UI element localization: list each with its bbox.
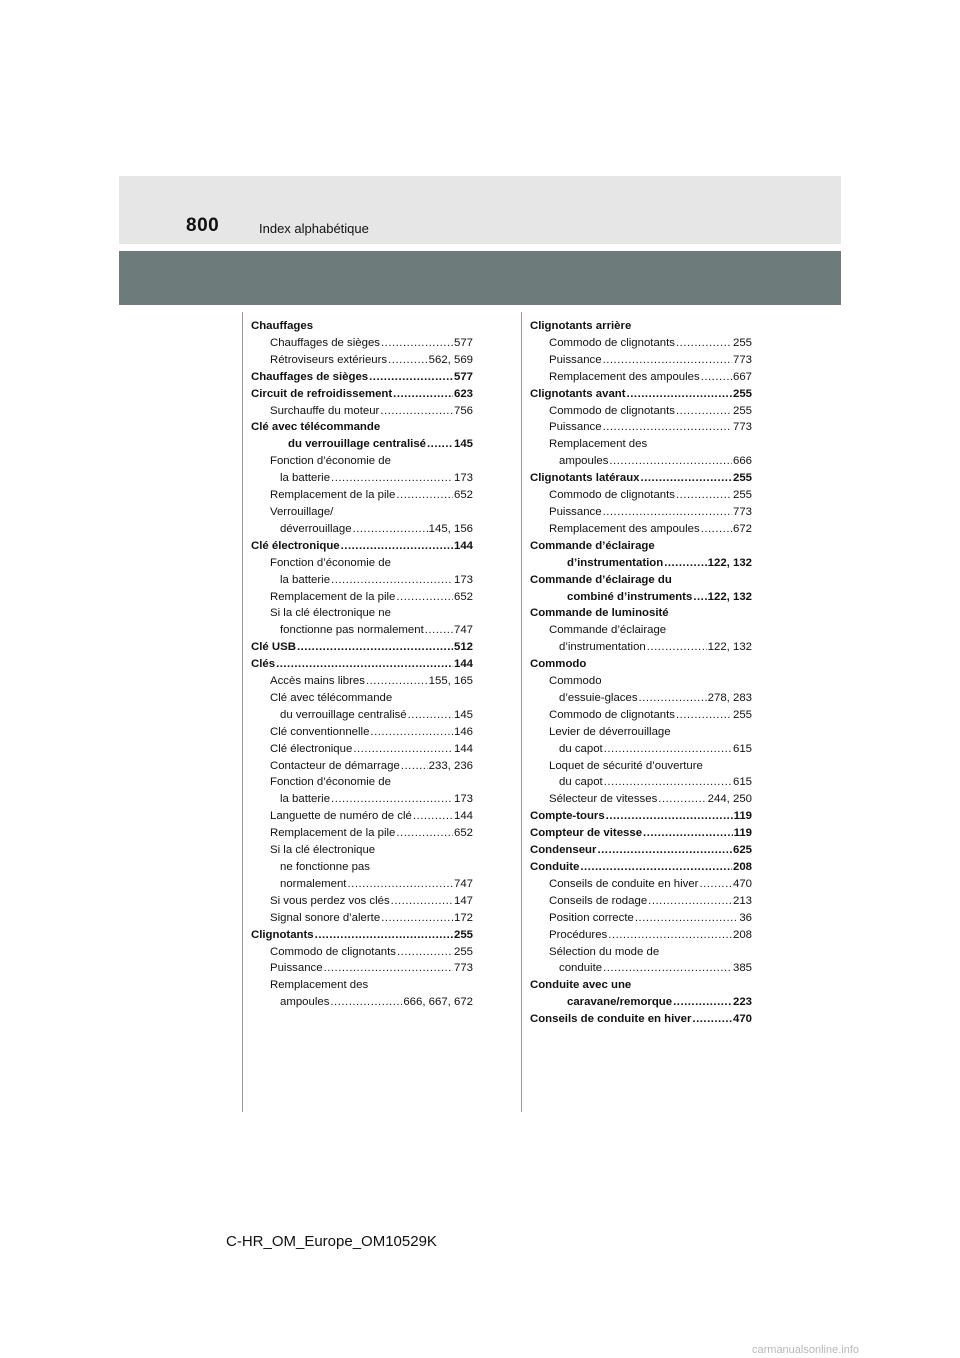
entry-text: Chauffages de sièges (270, 336, 380, 349)
index-entry (530, 825, 752, 842)
entry-text: Commande d’éclairage du (530, 573, 672, 586)
entry-text: Chauffages (251, 320, 314, 332)
index-subentry (251, 893, 473, 910)
entry-text: caravane/remorque (567, 996, 673, 1009)
dot-leader (603, 504, 732, 521)
dot-leader (396, 825, 453, 842)
index-subentry (251, 555, 473, 572)
dot-leader (603, 352, 732, 369)
index-subentry (251, 690, 473, 707)
dot-leader (603, 419, 732, 436)
dot-leader (692, 1011, 732, 1028)
entry-text: fonctionne pas normalement (280, 624, 424, 637)
index-entry (530, 859, 752, 876)
page-reference: 255 (732, 472, 752, 485)
entry-text: Position correcte (549, 911, 634, 924)
entry-text: conduite (559, 962, 603, 975)
entry-text: Si vous perdez vos clés (270, 894, 390, 907)
entry-text: Clé USB (251, 641, 296, 654)
document-code: C-HR_OM_Europe_OM10529K (226, 1233, 437, 1250)
entry-text: du capot (559, 742, 603, 755)
dot-leader (331, 470, 453, 487)
entry-text: Conduite avec une (530, 979, 632, 992)
dot-leader (353, 741, 453, 758)
entry-text: ampoules (559, 455, 609, 468)
index-subentry (251, 774, 473, 791)
index-subentry (251, 724, 473, 741)
index-entry (251, 927, 473, 944)
dot-leader (381, 910, 453, 927)
page-reference: 233, 236 (428, 759, 473, 772)
entry-text: Condenseur (530, 844, 597, 857)
index-entry (530, 538, 752, 555)
index-entry (251, 318, 473, 335)
dot-leader (388, 352, 428, 369)
dot-leader (676, 403, 732, 420)
dot-leader (676, 487, 732, 504)
entry-text: Contacteur de démarrage (270, 759, 400, 772)
entry-text: Conseils de rodage (549, 894, 648, 907)
entry-text: Commande de luminosité (530, 607, 669, 620)
page-reference: 652 (453, 590, 473, 603)
dot-leader (369, 369, 453, 386)
index-subentry (251, 859, 473, 876)
page-reference: 255 (453, 945, 473, 958)
dot-leader (658, 791, 706, 808)
index-entry (251, 419, 473, 436)
page-reference: 470 (732, 1013, 752, 1026)
entry-text: Procédures (549, 928, 608, 941)
page-reference: 173 (453, 793, 473, 806)
page-reference: 147 (453, 894, 473, 907)
dot-leader (330, 994, 402, 1011)
entry-text: Clé électronique (251, 539, 340, 552)
page-reference: 173 (453, 472, 473, 485)
dot-leader (397, 944, 453, 961)
index-subentry (251, 707, 473, 724)
entry-text: la batterie (280, 793, 331, 806)
section-title: Index alphabétique (259, 221, 369, 236)
entry-text: Clés (251, 658, 276, 671)
column-divider-middle (521, 312, 522, 1112)
index-entry (530, 605, 752, 622)
index-entry (530, 386, 752, 403)
index-subentry (530, 369, 752, 386)
entry-text: Clignotants arrière (530, 320, 632, 332)
entry-text: Commande d’éclairage (530, 539, 655, 552)
page-reference: 255 (732, 708, 752, 721)
entry-text: Signal sonore d’alerte (270, 911, 381, 924)
index-subentry (251, 352, 473, 369)
page-reference: 623 (453, 387, 473, 400)
dot-leader (297, 639, 453, 656)
page-reference: 208 (732, 861, 752, 873)
dot-leader (425, 622, 453, 639)
page-reference: 255 (732, 404, 752, 417)
index-subentry (251, 910, 473, 927)
dot-leader (604, 741, 732, 758)
page-reference: 145 (453, 708, 473, 721)
page-reference: 756 (453, 404, 473, 417)
page-reference: 146 (453, 725, 473, 738)
page-reference: 652 (453, 489, 473, 502)
page-reference: 666 (732, 455, 752, 468)
index-entry (530, 555, 752, 572)
page-reference: 773 (732, 505, 752, 518)
index-subentry (251, 994, 473, 1011)
index-column-right (530, 318, 752, 1028)
dot-leader (580, 859, 732, 876)
index-subentry (530, 893, 752, 910)
entry-text: Conduite (530, 861, 580, 873)
page-reference: 278, 283 (707, 691, 752, 704)
entry-text: Commodo de clignotants (549, 489, 675, 502)
page-reference: 615 (732, 742, 752, 755)
dot-leader (701, 369, 732, 386)
page-reference: 255 (732, 336, 752, 349)
page-reference: 672 (732, 522, 752, 535)
entry-text: Puissance (549, 421, 602, 434)
page-reference: 773 (453, 962, 473, 975)
header-band (119, 176, 841, 244)
entry-text: du capot (559, 776, 603, 789)
dot-leader (676, 335, 732, 352)
page-reference: 255 (453, 928, 473, 941)
entry-text: Remplacement des (270, 979, 369, 992)
entry-text: Circuit de refroidissement (251, 387, 393, 400)
page-reference: 577 (453, 370, 473, 383)
dot-leader (693, 589, 706, 606)
entry-text: la batterie (280, 573, 331, 586)
entry-text: Levier de déverrouillage (549, 725, 671, 738)
entry-text: Puissance (549, 505, 602, 518)
index-entry (530, 994, 752, 1011)
index-entry (251, 369, 473, 386)
dot-leader (276, 656, 453, 673)
entry-text: Clé avec télécommande (251, 421, 381, 434)
dot-leader (676, 707, 732, 724)
dot-leader (366, 673, 428, 690)
page-reference: 144 (453, 742, 473, 755)
index-entry (530, 1011, 752, 1028)
index-subentry (251, 453, 473, 470)
dot-leader (353, 521, 428, 538)
index-subentry (251, 741, 473, 758)
entry-text: Sélection du mode de (549, 945, 660, 958)
entry-text: Commodo de clignotants (549, 708, 675, 721)
index-subentry (251, 605, 473, 622)
entry-text: Clignotants avant (530, 387, 626, 400)
entry-text: Puissance (549, 353, 602, 366)
entry-text: ampoules (280, 996, 330, 1009)
page-reference: 577 (453, 336, 473, 349)
index-subentry (530, 758, 752, 775)
page-reference: 747 (453, 624, 473, 637)
entry-text: Loquet de sécurité d’ouverture (549, 759, 703, 772)
page-reference: 144 (453, 658, 473, 671)
index-subentry (251, 876, 473, 893)
column-divider-left (242, 312, 243, 1112)
entry-text: Languette de numéro de clé (270, 810, 412, 823)
entry-text: Clé conventionnelle (270, 725, 370, 738)
index-entry (251, 538, 473, 555)
index-subentry (251, 825, 473, 842)
entry-text: Accès mains libres (270, 675, 365, 688)
index-subentry (251, 960, 473, 977)
index-subentry (530, 673, 752, 690)
dot-leader (606, 808, 733, 825)
entry-text: Clé avec télécommande (270, 691, 393, 704)
index-entry (530, 572, 752, 589)
index-subentry (530, 741, 752, 758)
index-subentry (530, 876, 752, 893)
page-reference: 773 (732, 421, 752, 434)
index-subentry (251, 758, 473, 775)
dot-leader (347, 876, 453, 893)
dot-leader (413, 808, 453, 825)
entry-text: Fonction d’économie de (270, 776, 391, 789)
page-reference: 666, 667, 672 (403, 996, 473, 1009)
page-reference: 144 (453, 539, 473, 552)
page-reference: 652 (453, 827, 473, 840)
entry-text: Commodo de clignotants (549, 336, 675, 349)
index-subentry (530, 419, 752, 436)
index-subentry (530, 403, 752, 420)
index-subentry (530, 707, 752, 724)
dot-leader (393, 386, 453, 403)
dot-leader (609, 453, 732, 470)
dot-leader (648, 893, 732, 910)
entry-text: Compteur de vitesse (530, 827, 643, 840)
entry-text: Si la clé électronique (270, 844, 376, 857)
index-entry (530, 656, 752, 673)
dot-leader (701, 521, 732, 538)
entry-text: Remplacement des (549, 438, 648, 451)
dot-leader (370, 724, 453, 741)
dot-leader (381, 335, 453, 352)
index-subentry (251, 673, 473, 690)
watermark: carmanualsonline.info (752, 1344, 860, 1356)
entry-text: Puissance (270, 962, 323, 975)
dot-leader (647, 639, 707, 656)
entry-text: la batterie (280, 472, 331, 485)
page-reference: 144 (453, 810, 473, 823)
page-reference: 172 (453, 911, 473, 924)
index-entry (530, 808, 752, 825)
index-subentry (530, 521, 752, 538)
entry-text: Commodo de clignotants (270, 945, 396, 958)
entry-text: Conseils de conduite en hiver (549, 877, 699, 890)
dot-leader (641, 470, 732, 487)
dot-leader (604, 774, 732, 791)
dot-leader (597, 842, 732, 859)
page-reference: 119 (733, 810, 752, 823)
index-subentry (530, 791, 752, 808)
page-reference: 36 (739, 911, 752, 924)
index-subentry (530, 774, 752, 791)
index-entry (251, 656, 473, 673)
entry-text: Compte-tours (530, 810, 605, 823)
dot-leader (380, 403, 453, 420)
entry-text: Commande d’éclairage (549, 624, 667, 637)
entry-text: Clé électronique (270, 742, 353, 755)
index-subentry (530, 352, 752, 369)
index-subentry (530, 910, 752, 927)
index-subentry (251, 622, 473, 639)
index-entry (251, 639, 473, 656)
entry-text: du verrouillage centralisé (280, 708, 407, 721)
index-entry (251, 386, 473, 403)
entry-text: ne fonctionne pas (280, 861, 370, 873)
index-subentry (251, 977, 473, 994)
dot-leader (635, 910, 738, 927)
entry-text: Chauffages de sièges (251, 370, 369, 383)
dot-leader (396, 589, 453, 606)
dot-leader (643, 825, 733, 842)
entry-text: Clignotants latéraux (530, 472, 640, 485)
entry-text: Fonction d’économie de (270, 455, 391, 468)
page-reference: 385 (732, 962, 752, 975)
index-subentry (251, 504, 473, 521)
page-reference: 255 (732, 387, 752, 400)
index-subentry (251, 808, 473, 825)
entry-text: d’essuie-glaces (559, 691, 638, 704)
page-reference: 512 (453, 641, 473, 654)
dot-leader (401, 758, 428, 775)
entry-text: combiné d’instruments (567, 590, 693, 603)
page-reference: 667 (732, 370, 752, 383)
entry-text: Remplacement de la pile (270, 489, 396, 502)
entry-text: normalement (280, 877, 347, 890)
index-subentry (530, 960, 752, 977)
entry-text: Rétroviseurs extérieurs (270, 353, 388, 366)
index-subentry (530, 724, 752, 741)
index-entry (530, 470, 752, 487)
index-subentry (251, 521, 473, 538)
entry-text: Fonction d’économie de (270, 556, 391, 569)
page-reference: 122, 132 (707, 556, 752, 569)
entry-text: d’instrumentation (559, 641, 646, 654)
index-subentry (251, 944, 473, 961)
entry-text: Verrouillage/ (270, 505, 334, 518)
page-reference: 470 (732, 877, 752, 890)
dot-leader (391, 893, 453, 910)
page-reference: 244, 250 (707, 793, 752, 806)
entry-text: Commodo (530, 658, 587, 671)
index-entry (530, 842, 752, 859)
page-reference: 145, 156 (428, 522, 473, 535)
dot-leader (341, 538, 453, 555)
index-subentry (251, 791, 473, 808)
page-reference: 173 (453, 573, 473, 586)
dot-leader (427, 436, 453, 453)
page-reference: 773 (732, 353, 752, 366)
dot-leader (396, 487, 453, 504)
entry-text: Surchauffe du moteur (270, 404, 380, 417)
index-subentry (251, 403, 473, 420)
dot-leader (664, 555, 706, 572)
index-subentry (530, 436, 752, 453)
entry-text: Sélecteur de vitesses (549, 793, 658, 806)
dot-leader (315, 927, 453, 944)
page-reference: 122, 132 (707, 590, 752, 603)
index-entry (530, 589, 752, 606)
index-subentry (530, 927, 752, 944)
entry-text: Remplacement de la pile (270, 590, 396, 603)
page-reference: 145 (453, 438, 473, 451)
entry-text: Commodo de clignotants (549, 404, 675, 417)
dot-leader (603, 960, 732, 977)
entry-text: Si la clé électronique ne (270, 607, 391, 620)
dot-leader (331, 572, 453, 589)
entry-text: Remplacement de la pile (270, 827, 396, 840)
dot-leader (408, 707, 453, 724)
index-subentry (530, 453, 752, 470)
index-subentry (251, 487, 473, 504)
dot-leader (639, 690, 707, 707)
entry-text: Remplacement des ampoules (549, 522, 700, 535)
section-band (119, 251, 841, 305)
entry-text: Clignotants (251, 928, 314, 941)
page-reference: 122, 132 (707, 641, 752, 654)
dot-leader (324, 960, 453, 977)
page-reference: 223 (732, 996, 752, 1009)
index-subentry (251, 335, 473, 352)
index-subentry (530, 335, 752, 352)
page-reference: 155, 165 (428, 675, 473, 688)
entry-text: Conseils de conduite en hiver (530, 1013, 692, 1026)
entry-text: Remplacement des ampoules (549, 370, 700, 383)
index-subentry (251, 572, 473, 589)
index-subentry (530, 690, 752, 707)
page-reference: 747 (453, 877, 473, 890)
entry-text: Commodo (549, 675, 602, 688)
page-reference: 213 (732, 894, 752, 907)
dot-leader (673, 994, 732, 1011)
index-entry (530, 318, 752, 335)
entry-text: d’instrumentation (567, 556, 664, 569)
page-reference: 562, 569 (428, 353, 473, 366)
index-subentry (530, 487, 752, 504)
entry-text: du verrouillage centralisé (288, 438, 427, 451)
entry-text: déverrouillage (280, 522, 352, 535)
index-entry (251, 436, 473, 453)
page-reference: 625 (732, 844, 752, 857)
index-column-left (251, 318, 473, 1011)
page-number: 800 (186, 215, 220, 236)
index-subentry (530, 622, 752, 639)
dot-leader (627, 386, 732, 403)
page-reference: 208 (732, 928, 752, 941)
page-reference: 255 (732, 489, 752, 502)
index-subentry (530, 944, 752, 961)
index-subentry (251, 470, 473, 487)
dot-leader (331, 791, 453, 808)
index-subentry (251, 589, 473, 606)
index-subentry (530, 639, 752, 656)
page-reference: 615 (732, 776, 752, 789)
index-entry (530, 977, 752, 994)
dot-leader (699, 876, 732, 893)
dot-leader (608, 927, 732, 944)
index-subentry (530, 504, 752, 521)
index-subentry (251, 842, 473, 859)
page-reference: 119 (733, 827, 752, 840)
